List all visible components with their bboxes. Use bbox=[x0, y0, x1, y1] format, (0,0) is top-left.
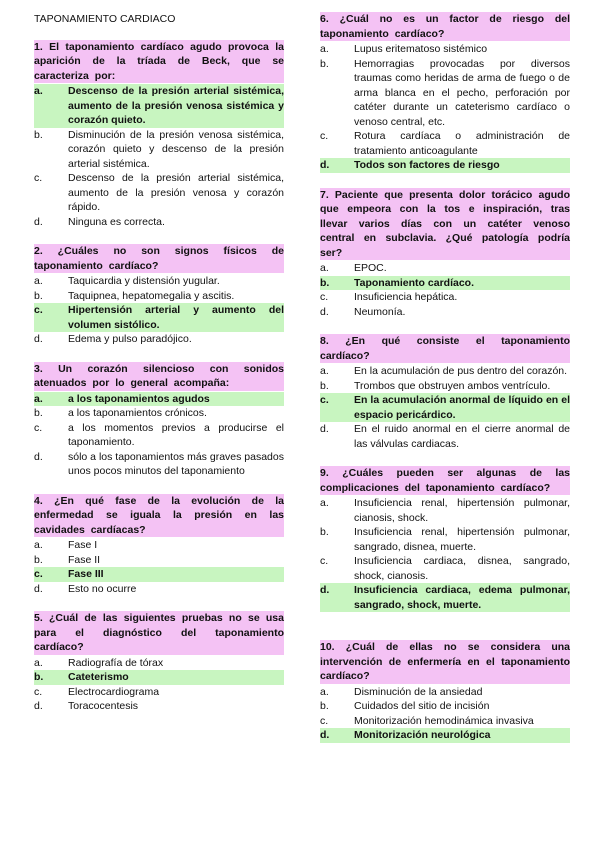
option-letter: c. bbox=[320, 714, 329, 727]
correct-answer-option bbox=[34, 670, 284, 685]
option-letter: a. bbox=[34, 275, 43, 287]
option-text: Fase II bbox=[68, 553, 101, 566]
question-text: 7. Paciente que presenta dolor torácico agudo que empeora con la tos e inspiración, tras llevar varios días con un catéter venoso central en subclavia. ¿Qué patología podría ser? bbox=[320, 188, 570, 259]
option-letter: b. bbox=[320, 276, 330, 289]
question-text: 4. ¿En qué fase de la evolución de la enfermedad se iguala la presión en las cavidades cardíacas? bbox=[34, 494, 284, 536]
answer-option bbox=[320, 554, 570, 583]
option-text: sólo a los taponamientos más graves pasados unos pocos minutos del taponamiento bbox=[68, 450, 284, 477]
option-text: Disminución de la ansiedad bbox=[354, 685, 483, 698]
correct-answer-option bbox=[34, 303, 284, 332]
option-text: Taquipnea, hepatomegalia y ascitis. bbox=[68, 289, 235, 302]
question-3 bbox=[34, 362, 284, 479]
option-text: Trombos que obstruyen ambos ventrículo. bbox=[354, 379, 551, 392]
option-letter: d. bbox=[34, 215, 43, 228]
option-letter: d. bbox=[320, 584, 330, 596]
option-letter: d. bbox=[34, 450, 43, 463]
option-text: Edema y pulso paradójico. bbox=[68, 333, 192, 345]
answer-option bbox=[320, 129, 570, 158]
option-letter: c. bbox=[34, 304, 43, 316]
answer-option bbox=[34, 656, 284, 671]
option-letter: c. bbox=[34, 421, 43, 434]
question-2 bbox=[34, 244, 284, 347]
option-letter: b. bbox=[320, 379, 329, 392]
option-text: Hipertensión arterial y aumento del volumen sistólico. bbox=[68, 304, 284, 331]
option-text: Insuficiencia renal, hipertensión pulmonar, cianosis, shock. bbox=[354, 497, 570, 524]
question-text: 8. ¿En qué consiste el taponamiento cardíaco? bbox=[320, 335, 570, 362]
answer-option bbox=[34, 171, 284, 215]
question-1 bbox=[34, 40, 284, 230]
left-column bbox=[34, 12, 284, 729]
question-text: 1. El taponamiento cardíaco agudo provoca la aparición de la tríada de Beck, que se caracteriza por: bbox=[34, 40, 284, 82]
option-text: Descenso de la presión arterial sistémica, aumento de la presión venosa sistémica y corazón quieto. bbox=[68, 85, 284, 126]
option-letter: b. bbox=[320, 700, 329, 712]
question-10 bbox=[320, 640, 570, 743]
option-text: EPOC. bbox=[354, 262, 387, 274]
correct-answer-option bbox=[320, 583, 570, 612]
option-text: Esto no ocurre bbox=[68, 582, 137, 595]
correct-answer-option bbox=[34, 567, 284, 582]
answer-option bbox=[320, 290, 570, 305]
option-text: Electrocardiograma bbox=[68, 685, 160, 698]
answer-option bbox=[320, 525, 570, 554]
question-text: 5. ¿Cuál de las siguientes pruebas no se usa para el diagnóstico del taponamiento cardíaco? bbox=[34, 612, 284, 653]
question-text: 10. ¿Cuál de ellas no se considera una intervención de enfermería en el taponamiento cardíaco? bbox=[320, 641, 570, 682]
option-letter: a. bbox=[320, 43, 329, 55]
option-letter: d. bbox=[320, 159, 330, 171]
option-letter: b. bbox=[34, 553, 43, 566]
answer-option bbox=[320, 699, 570, 714]
option-letter: c. bbox=[320, 130, 329, 142]
option-letter: d. bbox=[320, 729, 330, 741]
answer-option bbox=[34, 215, 284, 230]
option-text: Monitorización neurológica bbox=[354, 729, 491, 741]
answer-option bbox=[320, 496, 570, 525]
correct-answer-option bbox=[320, 393, 570, 422]
option-letter: b. bbox=[320, 57, 329, 70]
option-text: Monitorización hemodinámica invasiva bbox=[354, 714, 534, 727]
correct-answer-option bbox=[34, 392, 284, 407]
option-text: Insuficiencia hepática. bbox=[354, 291, 458, 303]
answer-option bbox=[34, 332, 284, 347]
option-letter: a. bbox=[320, 497, 329, 509]
option-letter: d. bbox=[34, 582, 43, 595]
option-letter: b. bbox=[34, 407, 43, 419]
question-text: 6. ¿Cuál no es un factor de riesgo del taponamiento cardíaco? bbox=[320, 13, 570, 40]
option-letter: a. bbox=[34, 85, 43, 97]
question-text: 2. ¿Cuáles no son signos físicos de taponamiento cardíaco? bbox=[34, 245, 284, 272]
answer-option bbox=[34, 450, 284, 479]
option-text: Disminución de la presión venosa sistémica, corazón quieto y descenso de la presión arterial sistémica. bbox=[68, 128, 284, 170]
answer-option bbox=[34, 582, 284, 597]
option-letter: d. bbox=[34, 333, 43, 345]
option-letter: b. bbox=[34, 128, 43, 141]
option-text: Cateterismo bbox=[68, 671, 129, 683]
correct-answer-option bbox=[34, 84, 284, 128]
option-letter: b. bbox=[34, 671, 44, 683]
option-letter: c. bbox=[320, 394, 329, 406]
option-text: a los taponamientos crónicos. bbox=[68, 407, 207, 419]
option-text: Insuficiencia cardiaca, disnea, sangrado, shock, cianosis. bbox=[354, 555, 570, 582]
option-text: Rotura cardíaca o administración de tratamiento anticoagulante bbox=[354, 130, 570, 157]
option-text: Cuidados del sitio de incisión bbox=[354, 700, 490, 712]
question-5 bbox=[34, 611, 284, 714]
answer-option bbox=[34, 553, 284, 568]
answer-option bbox=[320, 57, 570, 130]
answer-option bbox=[320, 42, 570, 57]
option-text: Neumonía. bbox=[354, 305, 406, 318]
option-letter: c. bbox=[320, 291, 329, 303]
answer-option bbox=[320, 379, 570, 394]
answer-option bbox=[320, 685, 570, 700]
answer-option bbox=[34, 699, 284, 714]
option-letter: a. bbox=[320, 262, 329, 274]
option-text: Insuficiencia renal, hipertensión pulmonar, sangrado, disnea, muerte. bbox=[354, 526, 570, 553]
option-letter: c. bbox=[34, 172, 43, 184]
option-letter: a. bbox=[34, 656, 43, 669]
option-letter: a. bbox=[34, 539, 43, 551]
option-text: Todos son factores de riesgo bbox=[354, 159, 500, 171]
option-text: Hemorragias provocadas por diversos traumas como heridas de arma de fuego o de arma blanca en el pecho, perforación por catéter durante un cateterismo cardíaco o venoso central, etc. bbox=[354, 57, 570, 128]
option-text: Radiografía de tórax bbox=[68, 656, 164, 669]
option-text: a los momentos previos a producirse el taponamiento. bbox=[68, 421, 284, 448]
option-text: En el ruido anormal en el cierre anormal de las válvulas cardiacas. bbox=[354, 423, 570, 450]
option-text: Fase III bbox=[68, 568, 104, 580]
answer-option bbox=[320, 305, 570, 320]
answer-option bbox=[320, 364, 570, 379]
document-title: TAPONAMIENTO CARDIACO bbox=[34, 13, 176, 25]
option-letter: d. bbox=[34, 700, 43, 712]
option-text: Lupus eritematoso sistémico bbox=[354, 43, 488, 55]
question-8 bbox=[320, 334, 570, 451]
option-text: Ninguna es correcta. bbox=[68, 215, 165, 228]
question-7 bbox=[320, 188, 570, 320]
answer-option bbox=[34, 289, 284, 304]
option-letter: a. bbox=[34, 392, 43, 405]
question-text: 9. ¿Cuáles pueden ser algunas de las complicaciones del taponamiento cardíaco? bbox=[320, 467, 570, 494]
question-text: 3. Un corazón silencioso con sonidos atenuados por lo general acompaña: bbox=[34, 362, 284, 389]
answer-option bbox=[34, 685, 284, 700]
correct-answer-option bbox=[320, 728, 570, 743]
answer-option bbox=[34, 406, 284, 421]
option-text: Insuficiencia cardiaca, edema pulmonar, sangrado, shock, muerte. bbox=[354, 584, 570, 611]
option-text: a los taponamientos agudos bbox=[68, 392, 210, 405]
answer-option bbox=[320, 261, 570, 276]
option-text: En la acumulación de pus dentro del corazón. bbox=[354, 365, 568, 377]
answer-option bbox=[34, 421, 284, 450]
question-4 bbox=[34, 494, 284, 597]
option-letter: c. bbox=[34, 568, 43, 580]
option-letter: b. bbox=[320, 526, 329, 538]
option-text: Taponamiento cardíaco. bbox=[354, 276, 474, 289]
answer-option bbox=[34, 128, 284, 172]
option-letter: d. bbox=[320, 305, 329, 318]
option-text: Fase I bbox=[68, 539, 98, 551]
option-letter: c. bbox=[34, 685, 43, 698]
option-text: En la acumulación anormal de líquido en el espacio pericárdico. bbox=[354, 394, 570, 421]
option-letter: a. bbox=[320, 685, 329, 698]
option-text: Descenso de la presión arterial sistémica, aumento de la presión venosa y corazón rápido. bbox=[68, 172, 284, 213]
option-letter: c. bbox=[320, 555, 329, 567]
option-text: Taquicardia y distensión yugular. bbox=[68, 275, 220, 287]
correct-answer-option bbox=[320, 158, 570, 173]
answer-option bbox=[320, 422, 570, 451]
answer-option bbox=[320, 714, 570, 729]
option-letter: a. bbox=[320, 365, 329, 377]
option-letter: b. bbox=[34, 289, 43, 302]
right-column bbox=[320, 12, 570, 758]
correct-answer-option bbox=[320, 276, 570, 291]
question-9 bbox=[320, 466, 570, 612]
option-text: Toracocentesis bbox=[68, 700, 139, 712]
answer-option bbox=[34, 274, 284, 289]
option-letter: d. bbox=[320, 423, 329, 435]
question-6 bbox=[320, 12, 570, 173]
answer-option bbox=[34, 538, 284, 553]
